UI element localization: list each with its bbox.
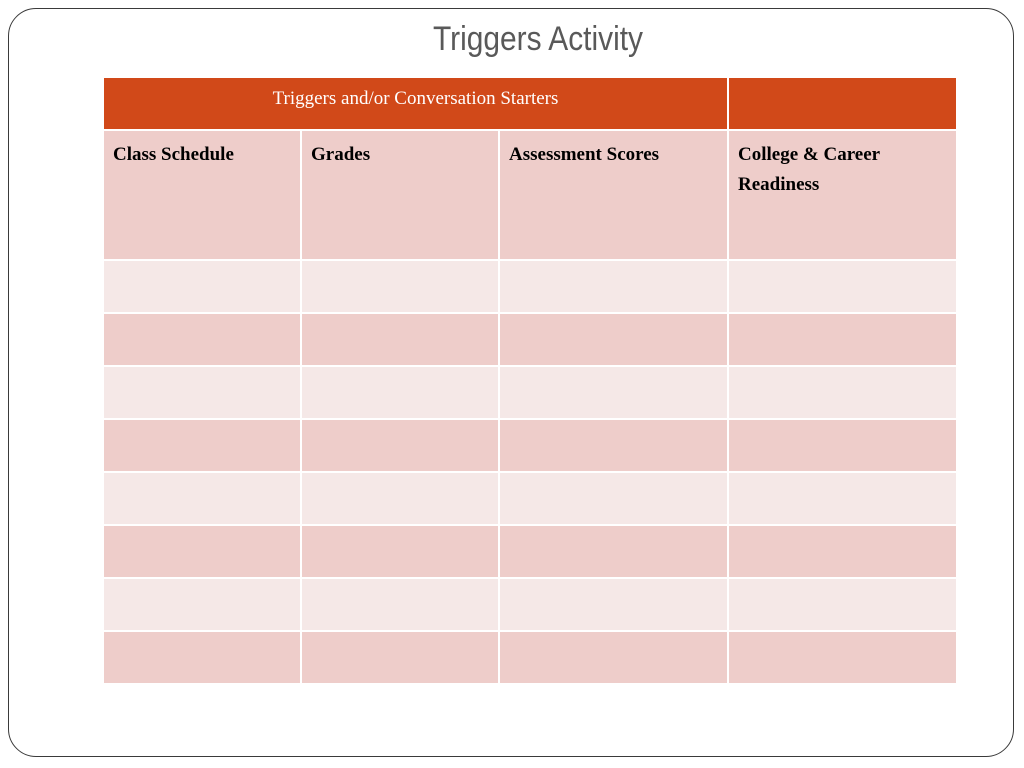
table-cell[interactable] xyxy=(728,366,957,419)
table-cell[interactable] xyxy=(728,313,957,366)
header-label: Triggers and/or Conversation Starters xyxy=(272,88,559,109)
category-row xyxy=(103,130,957,260)
table-cell[interactable] xyxy=(301,472,499,525)
slide-title: Triggers Activity xyxy=(432,20,644,58)
column-college-career-readiness: College & Career Readiness xyxy=(728,130,957,260)
table-cell[interactable] xyxy=(728,525,957,578)
table-row xyxy=(103,419,957,472)
column-grades: Grades xyxy=(301,130,499,260)
table-cell[interactable] xyxy=(103,472,301,525)
table-cell[interactable] xyxy=(499,631,728,684)
table-cell[interactable] xyxy=(301,260,499,313)
triggers-table xyxy=(102,76,958,685)
table-cell[interactable] xyxy=(499,578,728,631)
table-cell[interactable] xyxy=(728,419,957,472)
table-cell[interactable] xyxy=(499,313,728,366)
table-cell[interactable] xyxy=(499,472,728,525)
table-cell[interactable] xyxy=(103,525,301,578)
column-class-schedule: Class Schedule xyxy=(103,130,301,260)
table-header-row xyxy=(103,77,957,130)
table-row xyxy=(103,525,957,578)
table-cell[interactable] xyxy=(728,260,957,313)
table-cell[interactable] xyxy=(301,578,499,631)
table-cell[interactable] xyxy=(103,578,301,631)
header-cell-triggers xyxy=(103,77,728,130)
table-cell[interactable] xyxy=(103,419,301,472)
header-cell-empty xyxy=(728,77,957,130)
table-cell[interactable] xyxy=(499,260,728,313)
table-cell[interactable] xyxy=(728,631,957,684)
table-cell[interactable] xyxy=(301,525,499,578)
table-row xyxy=(103,366,957,419)
table-cell[interactable] xyxy=(499,366,728,419)
table-cell[interactable] xyxy=(301,631,499,684)
table-row xyxy=(103,260,957,313)
table-cell[interactable] xyxy=(499,525,728,578)
table-cell[interactable] xyxy=(499,419,728,472)
table-cell[interactable] xyxy=(728,472,957,525)
table-cell[interactable] xyxy=(301,419,499,472)
table-cell[interactable] xyxy=(301,313,499,366)
table-row xyxy=(103,631,957,684)
table-cell[interactable] xyxy=(301,366,499,419)
column-assessment-scores: Assessment Scores xyxy=(499,130,728,260)
table-row xyxy=(103,578,957,631)
table-cell[interactable] xyxy=(103,631,301,684)
table-row xyxy=(103,472,957,525)
table-row xyxy=(103,313,957,366)
table-cell[interactable] xyxy=(728,578,957,631)
table-cell[interactable] xyxy=(103,366,301,419)
table-cell[interactable] xyxy=(103,313,301,366)
table-cell[interactable] xyxy=(103,260,301,313)
